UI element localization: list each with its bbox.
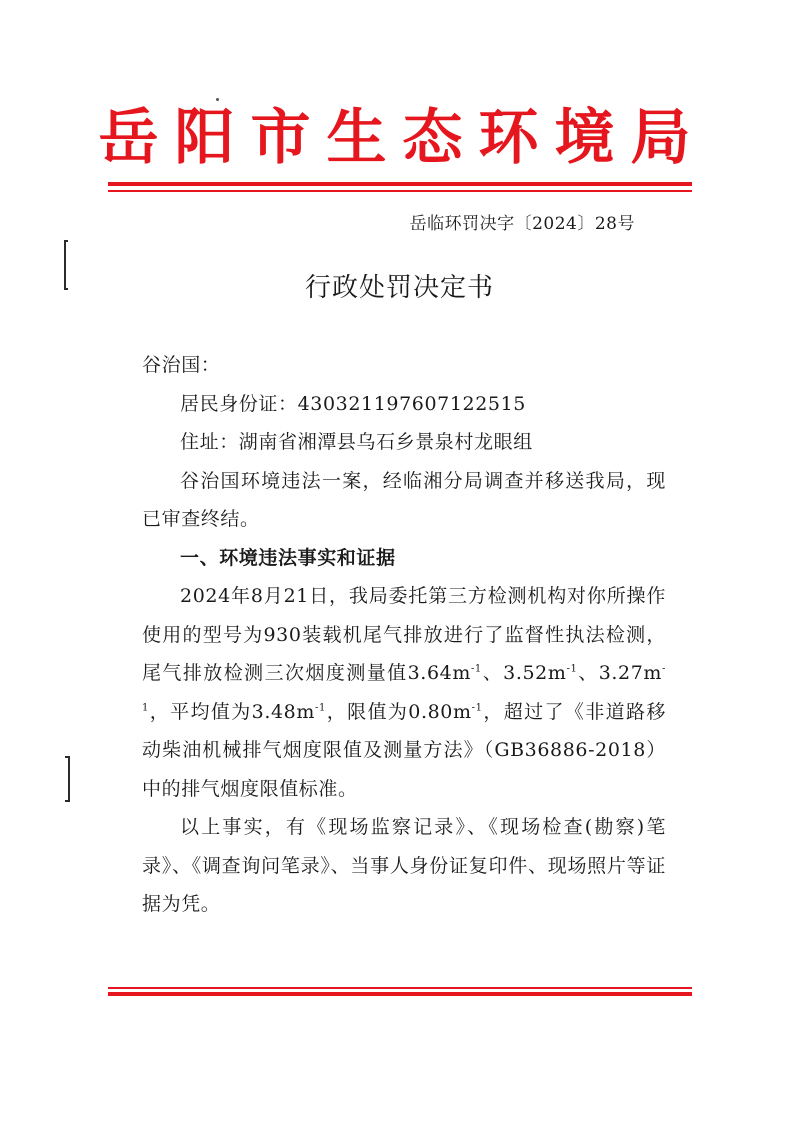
section-heading-facts: 一、环境违法事实和证据 — [180, 546, 396, 569]
facts-sup-3: -1 — [142, 663, 667, 714]
party-name: 谷治国： — [142, 354, 221, 376]
facts-sup-2: -1 — [566, 663, 578, 675]
party-id: 居民身份证：430321197607122515 — [180, 392, 526, 415]
facts-text-6: ，超过了《非道路移动柴油机械排气烟度限值及测量方法》（GB36886-2018）中的排气烟度限值标准。 — [142, 700, 666, 800]
document-body — [142, 346, 666, 924]
facts-text-1: 2024年8月21日，我局委托第三方检测机构对你所操作使用的型号为930装载机尾气排放进行了监督性执法检测，尾气排放检测三次烟度测量值3.64m — [142, 585, 666, 684]
facts-text-4: ，平均值为3.48m — [148, 700, 315, 723]
facts-sup-4: -1 — [315, 702, 326, 714]
party-address: 住址：湖南省湘潭县乌石乡景泉村龙眼组 — [180, 431, 533, 453]
facts-text-3: 、3.27m — [577, 662, 663, 684]
evidence-paragraph: 以上事实，有《现场监察记录》、《现场检查(勘察)笔录》、《调查询问笔录》、当事人身份证复印件、现场照片等证据为凭。 — [142, 816, 666, 915]
facts-sup-1: -1 — [470, 663, 482, 675]
violation-facts — [142, 577, 666, 808]
document-number: 岳临环罚决字〔2024〕28号 — [409, 214, 635, 234]
agency-letterhead-title: 岳阳市生态环境局 — [98, 103, 707, 173]
binding-mark-bottom — [68, 756, 70, 802]
footer-rule-thick — [108, 992, 692, 996]
case-intro: 谷治国环境违法一案，经临湘分局调查并移送我局，现已审查终结。 — [142, 469, 666, 530]
footer-rule-thin — [108, 987, 692, 989]
letterhead-rule-thin — [108, 190, 692, 192]
facts-text-5: ，限值为0.80m — [325, 700, 472, 723]
document-title: 行政处罚决定书 — [304, 273, 494, 303]
facts-sup-5: -1 — [471, 702, 483, 714]
facts-text-2: 、3.52m — [481, 662, 567, 684]
letterhead-rule-thick — [108, 182, 692, 186]
